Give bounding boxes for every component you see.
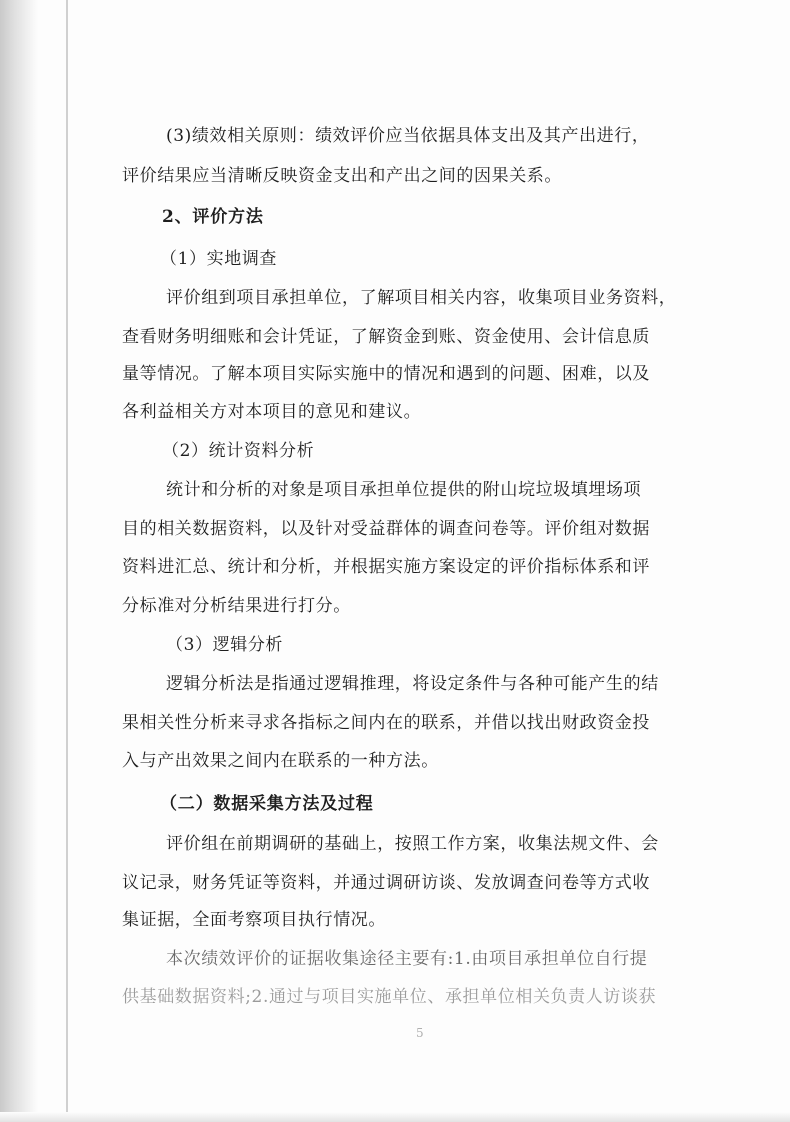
section-heading: （二）数据采集方法及过程 [160, 794, 374, 814]
paragraph-line: 量等情况。了解本项目实际实施中的情况和遇到的问题、困难，以及 [122, 364, 650, 384]
subsection-heading: （2）统计资料分析 [162, 441, 315, 461]
scan-bottom-shadow [0, 1112, 790, 1122]
paragraph-line: 评价结果应当清晰反映资金支出和产出之间的因果关系。 [122, 166, 562, 186]
page-number: 5 [416, 1026, 424, 1040]
paragraph-line: (3)绩效相关原则：绩效评价应当依据具体支出及其产出进行， [166, 126, 650, 146]
paragraph-line: 评价组在前期调研的基础上，按照工作方案，收集法规文件、会 [166, 834, 659, 854]
paragraph-line: 各利益相关方对本项目的意见和建议。 [122, 402, 422, 422]
section-heading: 2、评价方法 [162, 207, 264, 227]
subsection-heading: （1）实地调查 [160, 249, 278, 269]
paragraph-line: 目的相关数据资料，以及针对受益群体的调查问卷等。评价组对数据 [122, 519, 650, 539]
paragraph-line: 评价组到项目承担单位，了解项目相关内容，收集项目业务资料， [166, 288, 677, 308]
paragraph-line: 议记录，财务凭证等资料，并通过调研访谈、发放调查问卷等方式收 [122, 873, 650, 893]
paragraph-line: 集证据，全面考察项目执行情况。 [122, 910, 386, 930]
paragraph-line: 分标准对分析结果进行打分。 [122, 596, 351, 616]
subsection-heading: （3）逻辑分析 [166, 635, 284, 655]
paragraph-line: 查看财务明细账和会计凭证，了解资金到账、资金使用、会计信息质 [122, 327, 650, 347]
paragraph-line: 资料进汇总、统计和分析，并根据实施方案设定的评价指标体系和评 [122, 557, 650, 577]
paragraph-line: 本次绩效评价的证据收集途径主要有:1.由项目承担单位自行提 [166, 949, 648, 969]
paragraph-line: 入与产出效果之间内在联系的一种方法。 [122, 751, 439, 771]
scan-edge-shadow [0, 0, 38, 1122]
paragraph-line: 逻辑分析法是指通过逻辑推理，将设定条件与各种可能产生的结 [166, 674, 659, 694]
paragraph-line: 统计和分析的对象是项目承担单位提供的附山垸垃圾填埋场项 [166, 480, 642, 500]
paragraph-line: 供基础数据资料;2.通过与项目实施单位、承担单位相关负责人访谈获 [122, 987, 657, 1007]
binding-line [66, 0, 68, 1122]
paragraph-line: 果相关性分析来寻求各指标之间内在的联系，并借以找出财政资金投 [122, 713, 650, 733]
